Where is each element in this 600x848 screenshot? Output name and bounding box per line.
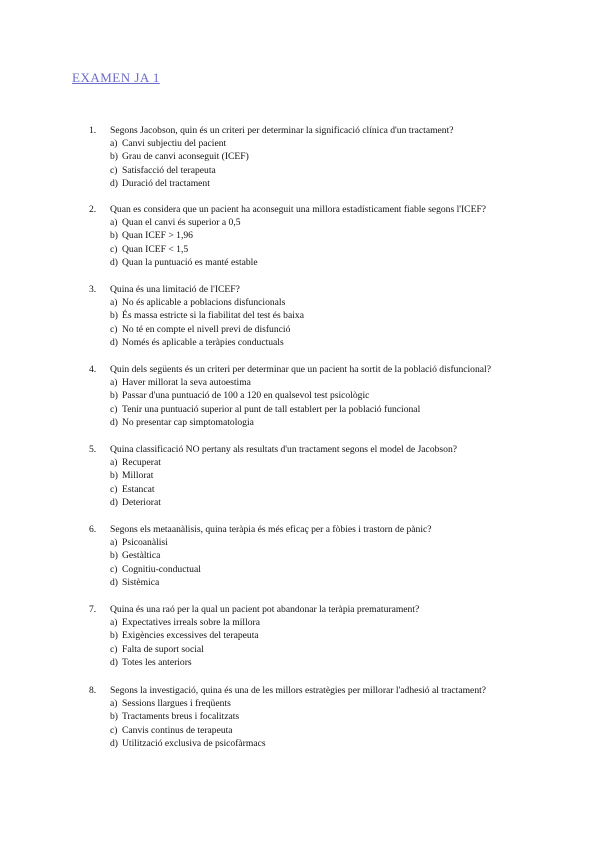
question-stem xyxy=(0,203,600,216)
option-c xyxy=(0,323,600,336)
option-b xyxy=(0,629,600,642)
option-text: Cognitiu-conductual xyxy=(122,563,201,575)
option-a xyxy=(0,376,600,389)
question-7 xyxy=(0,603,600,669)
question-stem xyxy=(0,283,600,296)
option-b xyxy=(0,710,600,723)
option-letter: c) xyxy=(110,403,118,415)
option-letter: c) xyxy=(110,164,118,176)
option-letter: a) xyxy=(110,537,118,548)
option-b xyxy=(0,549,600,562)
option-a xyxy=(0,296,600,309)
option-text: Quan ICEF < 1,5 xyxy=(122,243,189,255)
option-c xyxy=(0,403,600,416)
option-letter: a) xyxy=(110,217,118,228)
option-text: Canvis continus de terapeuta xyxy=(122,724,233,736)
question-stem xyxy=(0,684,600,697)
question-number: 1. xyxy=(89,125,97,136)
option-c xyxy=(0,483,600,496)
option-a xyxy=(0,456,600,469)
option-d xyxy=(0,416,600,429)
option-text: Expectatives irreals sobre la millora xyxy=(122,617,260,628)
question-text: Quin dels següents és un criteri per determinar que un pacient ha sortit de la població disfuncional? xyxy=(110,364,491,375)
question-stem xyxy=(0,124,600,137)
option-letter: d) xyxy=(110,256,118,268)
option-text: No té en compte el nivell previ de disfunció xyxy=(122,323,291,335)
option-d xyxy=(0,177,600,190)
option-a xyxy=(0,137,600,150)
option-letter: c) xyxy=(110,483,118,495)
option-b xyxy=(0,309,600,322)
question-text: Quina classificació NO pertany als resultats d'un tractament segons el model de Jacobson? xyxy=(110,444,457,455)
option-text: Psicoanàlisi xyxy=(122,537,168,548)
option-letter: d) xyxy=(110,177,118,189)
option-text: Passar d'una puntuació de 100 a 120 en qualsevol test psicològic xyxy=(122,390,370,402)
option-text: Sistèmica xyxy=(122,576,160,588)
option-text: Millorat xyxy=(122,470,154,482)
question-number: 6. xyxy=(89,524,97,535)
option-letter: c) xyxy=(110,323,118,335)
option-text: Haver millorat la seva autoestima xyxy=(122,377,251,388)
option-text: Falta de suport social xyxy=(122,643,204,655)
option-text: Satisfacció del terapeuta xyxy=(122,164,216,176)
question-text: Quina és una raó per la qual un pacient pot abandonar la teràpia prematurament? xyxy=(110,604,420,615)
question-number: 2. xyxy=(89,204,97,215)
option-letter: c) xyxy=(110,643,118,655)
option-text: Duració del tractament xyxy=(122,177,210,189)
option-c xyxy=(0,563,600,576)
option-c xyxy=(0,643,600,656)
option-letter: c) xyxy=(110,563,118,575)
option-a xyxy=(0,697,600,710)
question-text: Segons Jacobson, quin és un criteri per determinar la significació clínica d'un tractament? xyxy=(110,125,454,136)
option-letter: d) xyxy=(110,416,118,428)
option-a xyxy=(0,216,600,229)
question-text: Segons els metaanàlisis, quina teràpia és més eficaç per a fòbies i trastorn de pànic? xyxy=(110,524,432,535)
option-text: Quan el canvi és superior a 0,5 xyxy=(122,217,241,228)
option-text: Gestàltica xyxy=(122,550,161,562)
question-text: Quan es considera que un pacient ha aconseguit una millora estadísticament fiable segons l'ICEF? xyxy=(110,204,487,215)
question-number: 4. xyxy=(89,364,97,375)
option-text: Estancat xyxy=(122,483,155,495)
option-text: Tractaments breus i focalitzats xyxy=(122,711,240,723)
option-letter: d) xyxy=(110,496,118,508)
option-letter: a) xyxy=(110,138,118,149)
question-number: 8. xyxy=(89,685,97,696)
question-stem xyxy=(0,603,600,616)
question-4 xyxy=(0,363,600,429)
option-c xyxy=(0,164,600,177)
option-b xyxy=(0,469,600,482)
option-letter: d) xyxy=(110,576,118,588)
option-b xyxy=(0,229,600,242)
option-text: Només és aplicable a teràpies conductuals xyxy=(122,336,284,348)
option-text: Quan la puntuació es manté estable xyxy=(122,256,258,268)
option-d xyxy=(0,656,600,669)
question-number: 7. xyxy=(89,604,97,615)
question-text: Quina és una limitació de l'ICEF? xyxy=(110,284,240,295)
option-text: Exigències excessives del terapeuta xyxy=(122,630,259,642)
option-d xyxy=(0,256,600,269)
option-letter: b) xyxy=(110,390,118,402)
option-letter: b) xyxy=(110,470,118,482)
option-text: Utilització exclusiva de psicofàrmacs xyxy=(122,737,266,749)
question-6 xyxy=(0,523,600,589)
option-a xyxy=(0,616,600,629)
option-text: Deteriorat xyxy=(122,496,161,508)
question-3 xyxy=(0,283,600,349)
option-text: Totes les anteriors xyxy=(122,656,192,668)
question-text: Segons la investigació, quina és una de les millors estratègies per millorar l'adhesió al tractament? xyxy=(110,685,487,696)
question-2 xyxy=(0,203,600,269)
option-letter: b) xyxy=(110,630,118,642)
option-c xyxy=(0,724,600,737)
option-text: Tenir una puntuació superior al punt de tall establert per la població funcional xyxy=(122,403,421,415)
option-a xyxy=(0,536,600,549)
option-letter: d) xyxy=(110,336,118,348)
question-stem xyxy=(0,523,600,536)
option-b xyxy=(0,150,600,163)
option-letter: b) xyxy=(110,151,118,163)
option-letter: a) xyxy=(110,297,118,308)
option-text: Sessions llargues i freqüents xyxy=(122,698,231,709)
option-text: No és aplicable a poblacions disfuncionals xyxy=(122,297,286,308)
question-8 xyxy=(0,684,600,750)
option-text: Grau de canvi aconseguit (ICEF) xyxy=(122,151,249,163)
option-letter: a) xyxy=(110,698,118,709)
question-number: 5. xyxy=(89,444,97,455)
question-number: 3. xyxy=(89,284,97,295)
option-letter: c) xyxy=(110,243,118,255)
question-stem xyxy=(0,443,600,456)
option-letter: c) xyxy=(110,724,118,736)
option-text: No presentar cap simptomatologia xyxy=(122,416,254,428)
option-d xyxy=(0,576,600,589)
option-b xyxy=(0,389,600,402)
option-letter: a) xyxy=(110,457,118,468)
option-text: Recuperat xyxy=(122,457,161,468)
question-1 xyxy=(0,124,600,190)
option-d xyxy=(0,737,600,750)
question-5 xyxy=(0,443,600,509)
question-stem xyxy=(0,363,600,376)
option-letter: b) xyxy=(110,550,118,562)
option-d xyxy=(0,336,600,349)
option-letter: b) xyxy=(110,310,118,322)
option-letter: b) xyxy=(110,230,118,242)
option-d xyxy=(0,496,600,509)
exam-title: EXAMEN JA 1 xyxy=(72,70,160,85)
option-text: És massa estricte si la fiabilitat del test és baixa xyxy=(122,310,304,322)
option-text: Quan ICEF > 1,96 xyxy=(122,230,193,242)
option-letter: b) xyxy=(110,711,118,723)
option-text: Canvi subjectiu del pacient xyxy=(122,138,227,149)
option-letter: a) xyxy=(110,617,118,628)
option-c xyxy=(0,243,600,256)
option-letter: a) xyxy=(110,377,118,388)
option-letter: d) xyxy=(110,737,118,749)
option-letter: d) xyxy=(110,656,118,668)
